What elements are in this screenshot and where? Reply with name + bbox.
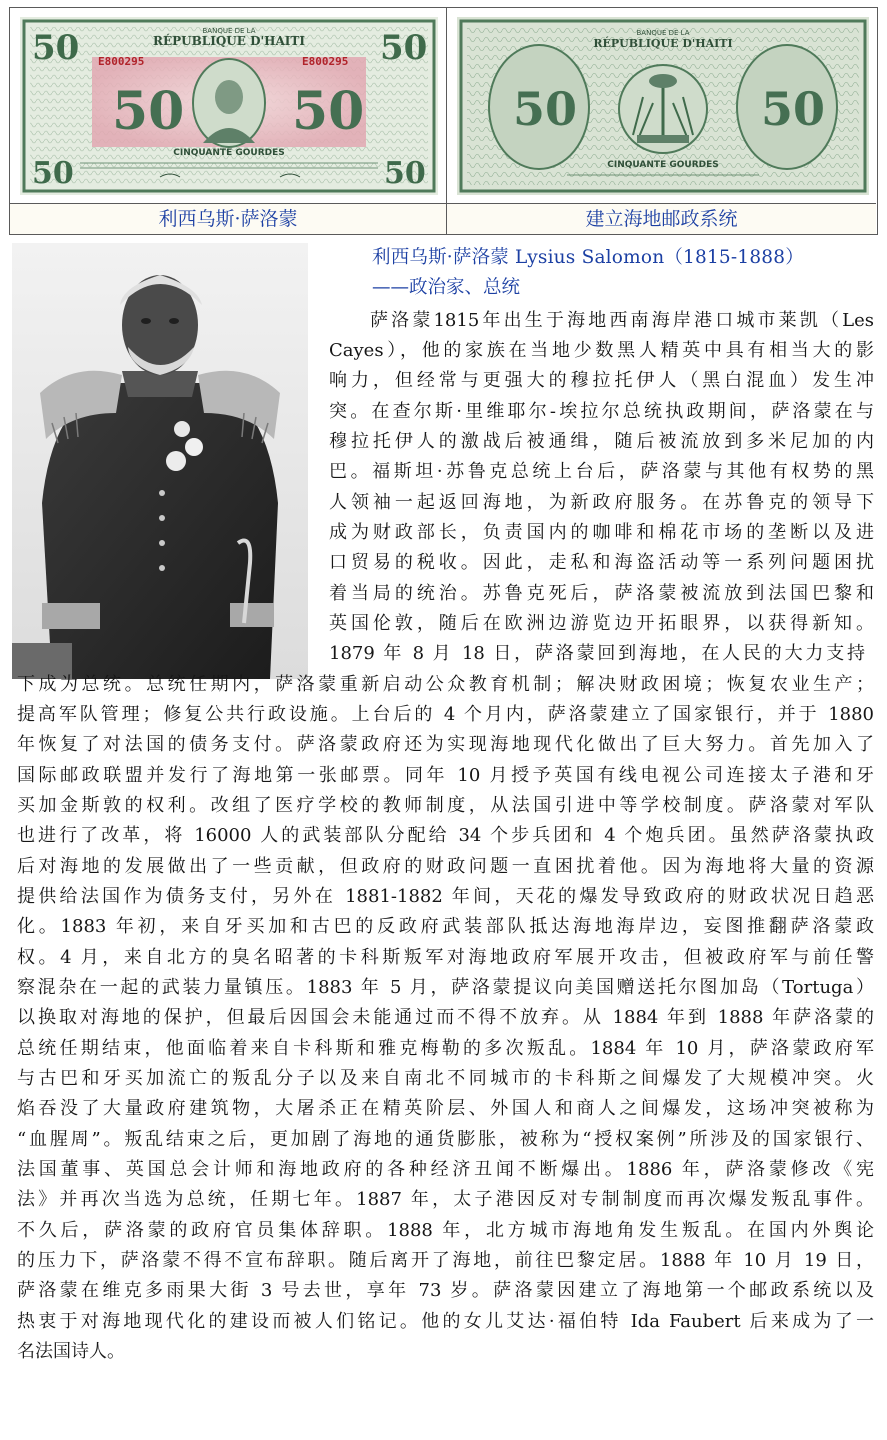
back-denomination-text: CINQUANTE GOURDES — [607, 160, 719, 170]
body-line: 响力，但经常与更强大的穆拉托伊人（黑白混血）发生冲 — [329, 370, 874, 391]
body-line: 年恢复了对法国的债务支付。萨洛蒙政府还为实现海地现代化做出了巨大努力。首先加入了 — [17, 734, 874, 755]
body-line: 买加金斯敦的权利。改组了医疗学校的教师制度，从法国引进中等学校制度。萨洛蒙对军队 — [17, 795, 874, 816]
body-line: 也进行了改革，将 16000 人的武装部队分配给 34 个步兵团和 4 个炮兵团。虽然萨洛蒙执政 — [17, 825, 874, 846]
back-large-denomination-right: 50 — [761, 82, 826, 136]
front-denomination-text: CINQUANTE GOURDES — [173, 148, 285, 158]
back-caption: 建立海地邮政系统 — [585, 208, 738, 230]
banknote-panel — [9, 7, 878, 235]
body-line: 的压力下，萨洛蒙不得不宣布辞职。随后离开了海地，前往巴黎定居。1888 年 10 月 19 日， — [17, 1250, 874, 1271]
front-corner-denomination-bl: 50 — [32, 156, 74, 191]
body-line: 与古巴和牙买加流亡的叛乱分子以及来自南北不同城市的卡科斯之间爆发了大规模冲突。火 — [17, 1068, 874, 1089]
portrait-photo — [12, 243, 308, 679]
body-line: 着当局的统治。苏鲁克死后，萨洛蒙被流放到法国巴黎和 — [329, 583, 874, 604]
front-large-denomination-left: 50 — [112, 81, 185, 142]
body-line: 总统任期结束，他面临着来自卡科斯和雅克梅勒的多次叛乱。1884 年 10 月，萨洛蒙政府军 — [17, 1038, 874, 1059]
body-line: 英国伦敦，随后在欧洲边游览边开拓眼界，以获得新知。 — [329, 613, 874, 634]
body-line: 1879 年 8 月 18 日，萨洛蒙回到海地，在人民的大力支持 — [329, 643, 865, 664]
person-role-heading: ——政治家、总统 — [372, 277, 521, 298]
body-line: 以换取对海地的保护，但最后因国会未能通过而不得不放弃。从 1884 年到 1888 年萨洛蒙的 — [17, 1007, 874, 1028]
front-large-denomination-right: 50 — [292, 81, 365, 142]
body-line: 萨洛蒙1815年出生于海地西南海岸港口城市莱凯（Les — [370, 310, 874, 331]
body-line: 法》并再次当选为总统，任期七年。1887 年，太子港因反对专制制度而再次爆发叛乱事件。 — [17, 1189, 874, 1210]
body-line: 热衷于对海地现代化的建设而被人们铭记。他的女儿艾达·福伯特 Ida Faubert 后来成为了一 — [17, 1311, 874, 1332]
body-line: 提高军队管理；修复公共行政设施。上台后的 4 个月内，萨洛蒙建立了国家银行，并于 1880 — [17, 704, 874, 725]
front-serial-right: E800295 — [302, 55, 349, 68]
banknote-front-cell — [10, 8, 447, 203]
front-bank-name: RÉPUBLIQUE D'HAITI — [153, 34, 305, 48]
body-line: 萨洛蒙在维克多雨果大街 3 号去世，享年 73 岁。萨洛蒙因建立了海地第一个邮政系统以及 — [17, 1280, 874, 1301]
body-line: 突。在查尔斯·里维耶尔-埃拉尔总统执政期间，萨洛蒙在与 — [329, 401, 874, 422]
banknote-back-image — [457, 17, 869, 195]
body-line: 后对海地的发展做出了一些贡献，但政府的财政问题一直困扰着他。因为海地将大量的资源 — [17, 856, 874, 877]
body-line: 穆拉托伊人的激战后被通缉，随后被流放到多米尼加的内 — [329, 431, 874, 452]
back-large-denomination-left: 50 — [513, 82, 578, 136]
body-line: 名法国诗人。 — [17, 1341, 125, 1362]
banknote-front-image — [20, 17, 438, 195]
body-line: 巴。福斯坦·苏鲁克总统上台后，萨洛蒙与其他有权势的黑 — [329, 461, 874, 482]
banknote-back-cell — [447, 8, 878, 203]
body-line: 察混杂在一起的武装力量镇压。1883 年 5 月，萨洛蒙提议向美国赠送托尔图加岛（Tortuga） — [17, 977, 874, 998]
body-line: 提供给法国作为债务支付，另外在 1881-1882 年间，天花的爆发导致政府的财政状况日趋恶 — [17, 886, 874, 907]
front-bank-line: BANQUE DE LA — [202, 27, 256, 35]
banknote-caption-row — [10, 203, 876, 234]
body-line: 口贸易的税收。因此，走私和海盗活动等一系列问题困扰 — [329, 552, 874, 573]
front-corner-denomination-tl: 50 — [32, 28, 80, 68]
body-line: 成为财政部长，负责国内的咖啡和棉花市场的垄断以及进 — [329, 522, 874, 543]
back-bank-line: BANQUE DE LA — [636, 29, 690, 37]
body-line: “血腥周”。叛乱结束之后，更加剧了海地的通货膨胀，被称为“授权案例”所涉及的国家银行、 — [17, 1129, 874, 1150]
body-line: 不久后，萨洛蒙的政府官员集体辞职。1888 年，北方城市海地角发生叛乱。在国内外舆论 — [17, 1220, 874, 1241]
front-caption: 利西乌斯·萨洛蒙 — [10, 204, 447, 234]
body-line: 人领袖一起返回海地，为新政府服务。在苏鲁克的领导下 — [329, 492, 874, 513]
front-serial-left: E800295 — [98, 55, 145, 68]
body-line: 权。4 月，来自北方的臭名昭著的卡科斯叛军对海地政府军展开攻击，但被政府军与前任警 — [17, 947, 874, 968]
body-line: 化。1883 年初，来自牙买加和古巴的反政府武装部队抵达海地海岸边，妄图推翻萨洛蒙政 — [17, 916, 874, 937]
body-line: 国际邮政联盟并发行了海地第一张邮票。同年 10 月授予英国有线电视公司连接太子港和牙 — [17, 765, 874, 786]
front-corner-denomination-tr: 50 — [380, 28, 428, 68]
body-line: 下成为总统。总统任期内，萨洛蒙重新启动公众教育机制；解决财政困境；恢复农业生产； — [17, 674, 874, 695]
front-corner-denomination-br: 50 — [384, 156, 426, 191]
body-line: 法国董事、英国总会计师和海地政府的各种经济丑闻不断爆出。1886 年，萨洛蒙修改《宪 — [17, 1159, 874, 1180]
body-line: 焰吞没了大量政府建筑物，大屠杀正在精英阶层、外国人和商人之间爆发，这场冲突被称为 — [17, 1098, 874, 1119]
back-bank-name: RÉPUBLIQUE D'HAITI — [593, 37, 733, 50]
person-name-heading: 利西乌斯·萨洛蒙 Lysius Salomon（1815-1888） — [372, 247, 804, 268]
body-line: Cayes），他的家族在当地少数黑人精英中具有相当大的影 — [329, 340, 874, 361]
